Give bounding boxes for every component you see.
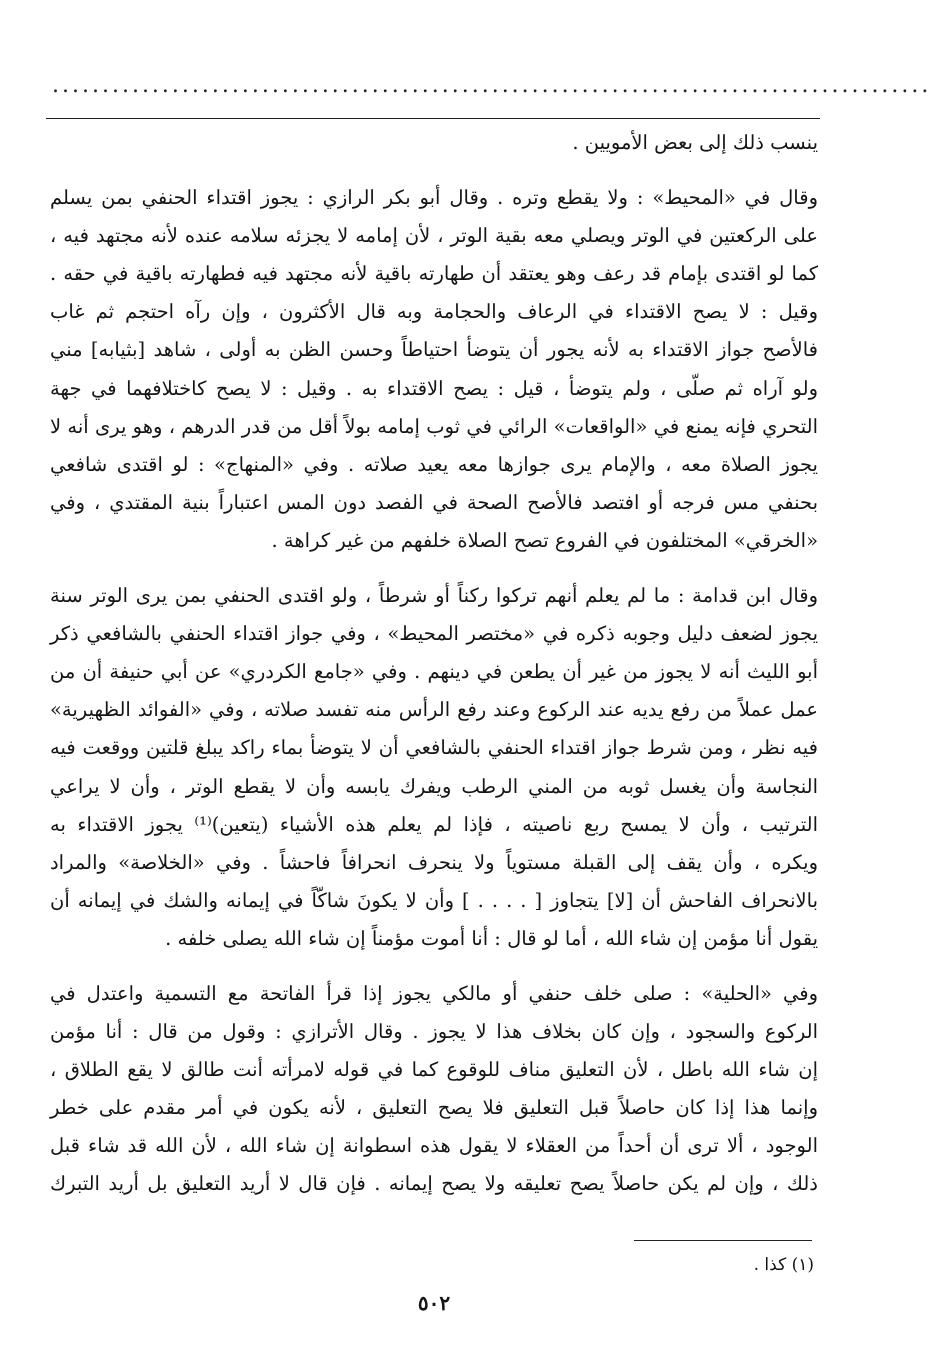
text-line: الركوع والسجود ، وإن كان بخلاف هذا لا يجوز . وقال الأترازي : وقول من قال : أنا مؤمن [50,1020,818,1044]
text-line: عمل عملاً من رفع يديه عند الركوع وعند رفع الرأس منه تفسد صلاته ، وفي «الفوائد الظهيرية» [50,698,818,722]
text-line: وإنما هذا إذا كان حاصلاً قبل التعليق فلا يصح التعليق ، لأنه يكون في أمر مقدم على خطر [50,1096,818,1120]
main-text [50,124,818,1204]
text-line: «الخرقي» المختلفون في الفروع تصح الصلاة خلفهم من غير كراهة . [271,528,818,552]
text-line: وفي «الحلية» : صلى خلف حنفي أو مالكي يجوز إذا قرأ الفاتحة مع التسمية واعتدل في [50,981,818,1005]
text-line: ويكره ، وأن يقف إلى القبلة مستوياً ولا ينحرف انحرافاً فاحشاً . وفي «الخلاصة» والمراد [50,850,818,874]
text-line: فيه نظر ، ومن شرط جواز اقتداء الحنفي بالشافعي أن لا يتوضأ بماء راكد يبلغ قلتين ووقعت فيه [50,736,818,760]
text-line: أبو الليث أنه لا يجوز من غير أن يطعن في دينهم . وفي «جامع الكردري» عن أبي حنيفة أن من [50,660,818,684]
text-line: ولو آراه ثم صلّى ، ولم يتوضأ ، قيل : يصح الاقتداء به . وقيل : لا يصح كاختلافهما في جهة [50,376,818,400]
text-line: وقيل : لا يصح الاقتداء في الرعاف والحجامة وبه قال الأكثرون ، وإن رآه احتجم ثم غاب [50,300,818,324]
dotted-separator: ........................................................................................ [52,73,931,98]
text-line: وقال في «المحيط» : ولا يقطع وتره . وقال أبو بكر الرازي : يجوز اقتداء الحنفي بمن يسلم [50,186,818,210]
text-line: إن شاء الله باطل ، لأن التعليق مناف للوقوع كما في قوله لامرأته أنت طالق لا يقع الطلاق ، [50,1058,818,1082]
text-line: التحري فإنه يمنع في «الواقعات» الرائي في ثوب إمامه بولاً أقل من قدر الدرهم ، وهو يرى أنه لا [50,414,818,438]
paragraph [50,975,818,1204]
top-rule [46,118,820,119]
text-line: وقال ابن قدامة : ما لم يعلم أنهم تركوا ركناً أو شرطاً ، ولو اقتدى الحنفي بمن يرى الوتر سنة [50,584,818,608]
text-line: كما لو اقتدى بإمام قد رعف وهو يعتقد أن طهارته باقية لأنه مجتهد فيه فطهارته باقية في حقه . [50,262,818,286]
paragraph [50,124,818,162]
page-number: ٥٠٢ [417,1291,451,1315]
paragraph [50,577,818,958]
text-line: يقول أنا مؤمن إن شاء الله ، أما لو قال : أنا أموت مؤمناً إن شاء الله يصلى خلفه . [165,926,818,950]
text-line: على الركعتين في الوتر ويصلي معه بقية الوتر ، لأن إمامه لا يجزئه سلامه عنده لأنه مجتهد فيه ، [50,224,818,248]
paragraph [50,179,818,560]
text-line: بحنفي مس فرجه أو افتصد فالأصح الصحة في الفصد دون المس اعتباراً بنية المقتدي ، وفي [50,490,818,514]
text-line: ينسب ذلك إلى بعض الأمويين . [572,131,818,154]
text-line: ذلك ، وإن لم يكن حاصلاً يصح تعليقه ولا يصح إيمانه . فإن قال لا أريد التعليق بل أريد التبرك [50,1172,818,1196]
text-line: الترتيب ، وأن لا يمسح ربع ناصيته ، فإذا لم يعلم هذه الأشياء (يتعين)⁽¹⁾ يجوز الاقتداء به [50,812,818,836]
text-line: فالأصح جواز الاقتداء به لأنه يجور أن يتوضأ احتياطاً وحسن الظن به أولى ، شاهد [بثيابه] مني [50,338,818,362]
text-line: النجاسة وأن يغسل ثوبه من المني الرطب ويفرك يابسه وأن لا يقطع الوتر ، وأن لا يراعي [50,774,818,798]
text-line: يجوز الصلاة معه ، والإمام يرى جوازها معه يعيد صلاته . وفي «المنهاج» : لو اقتدى شافعي [50,452,818,476]
text-line: الوجود ، ألا ترى أن أحداً من العقلاء لا يقول هذه اسطوانة إن شاء الله ، لأن الله قد شاء قبل [50,1134,818,1158]
text-line: يجوز لضعف دليل وجوبه ذكره في «مختصر المحيط» ، وفي جواز اقتداء الحنفي بالشافعي ذكر [50,622,818,646]
footnote: (١) كذا . [753,1255,814,1275]
footnote-rule [634,1240,812,1241]
text-line: بالانحراف الفاحش أن [لا] يتجاوز [ . . . . ] وأن لا يكونَ شاكّاً في إيمانه والشك في إيمانه أن [50,888,818,912]
